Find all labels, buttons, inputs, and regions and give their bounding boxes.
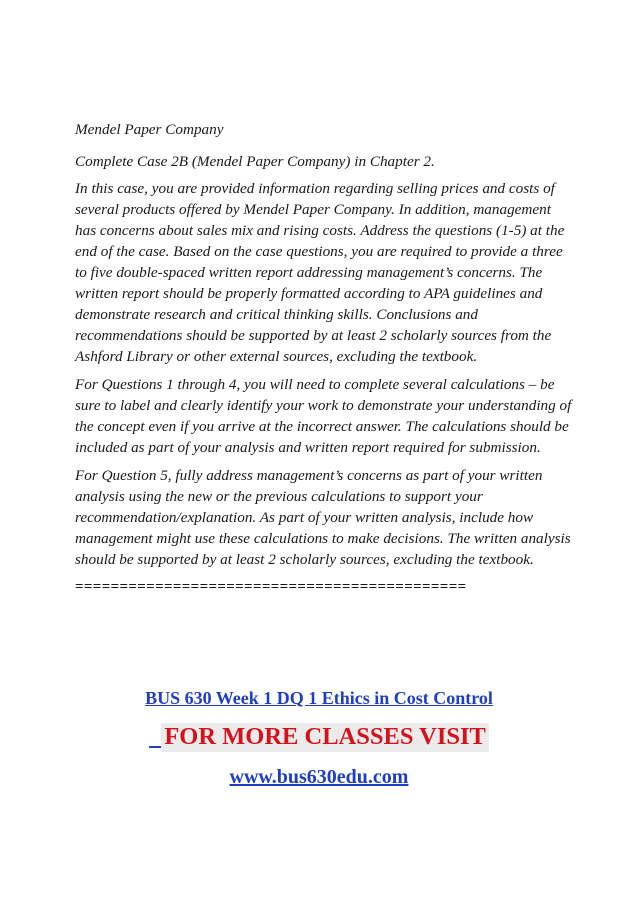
banner-row xyxy=(0,723,638,751)
more-classes-banner[interactable]: FOR MORE CLASSES VISIT xyxy=(161,723,489,752)
document-body xyxy=(75,119,575,597)
paragraph-question-5: For Question 5, fully address management’s concerns as part of your written analysis using the new or the previous calculations to support your recommendation/explanation. As part of your written analysis, include how management might use these calculations to make decisions. The written analysis should be supported by at least 2 scholarly sources, excluding the textbook. xyxy=(75,467,571,568)
website-link[interactable]: www.bus630edu.com xyxy=(229,766,409,788)
course-link[interactable]: BUS 630 Week 1 DQ 1 Ethics in Cost Control xyxy=(145,688,493,708)
paragraph-questions-1-4: For Questions 1 through 4, you will need to complete several calculations – be sure to label and clearly identify your work to demonstrate your understanding of the concept even if you arrive at the incorrect answer. The calculations should be included as part of your analysis and written report required for submission. xyxy=(75,376,572,456)
document-title: Mendel Paper Company xyxy=(75,121,224,138)
paragraph-case-overview: In this case, you are provided information regarding selling prices and costs of several products offered by Mendel Paper Company. In addition, management has concerns about sales mix and rising costs. Address the questions (1-5) at the end of the case. Based on the case questions, you are required to provide a three to five double-spaced written report addressing management’s concerns. The written report should be properly formatted according to APA guidelines and demonstrate research and critical thinking skills. Conclusions and recommendations should be supported by at least 2 scholarly sources from the Ashford Library or other external sources, excluding the textbook. xyxy=(75,180,565,365)
banner-lead-space xyxy=(149,723,161,750)
case-instruction: Complete Case 2B (Mendel Paper Company) in Chapter 2. xyxy=(75,153,435,170)
separator-line: ============================================ xyxy=(75,579,467,595)
